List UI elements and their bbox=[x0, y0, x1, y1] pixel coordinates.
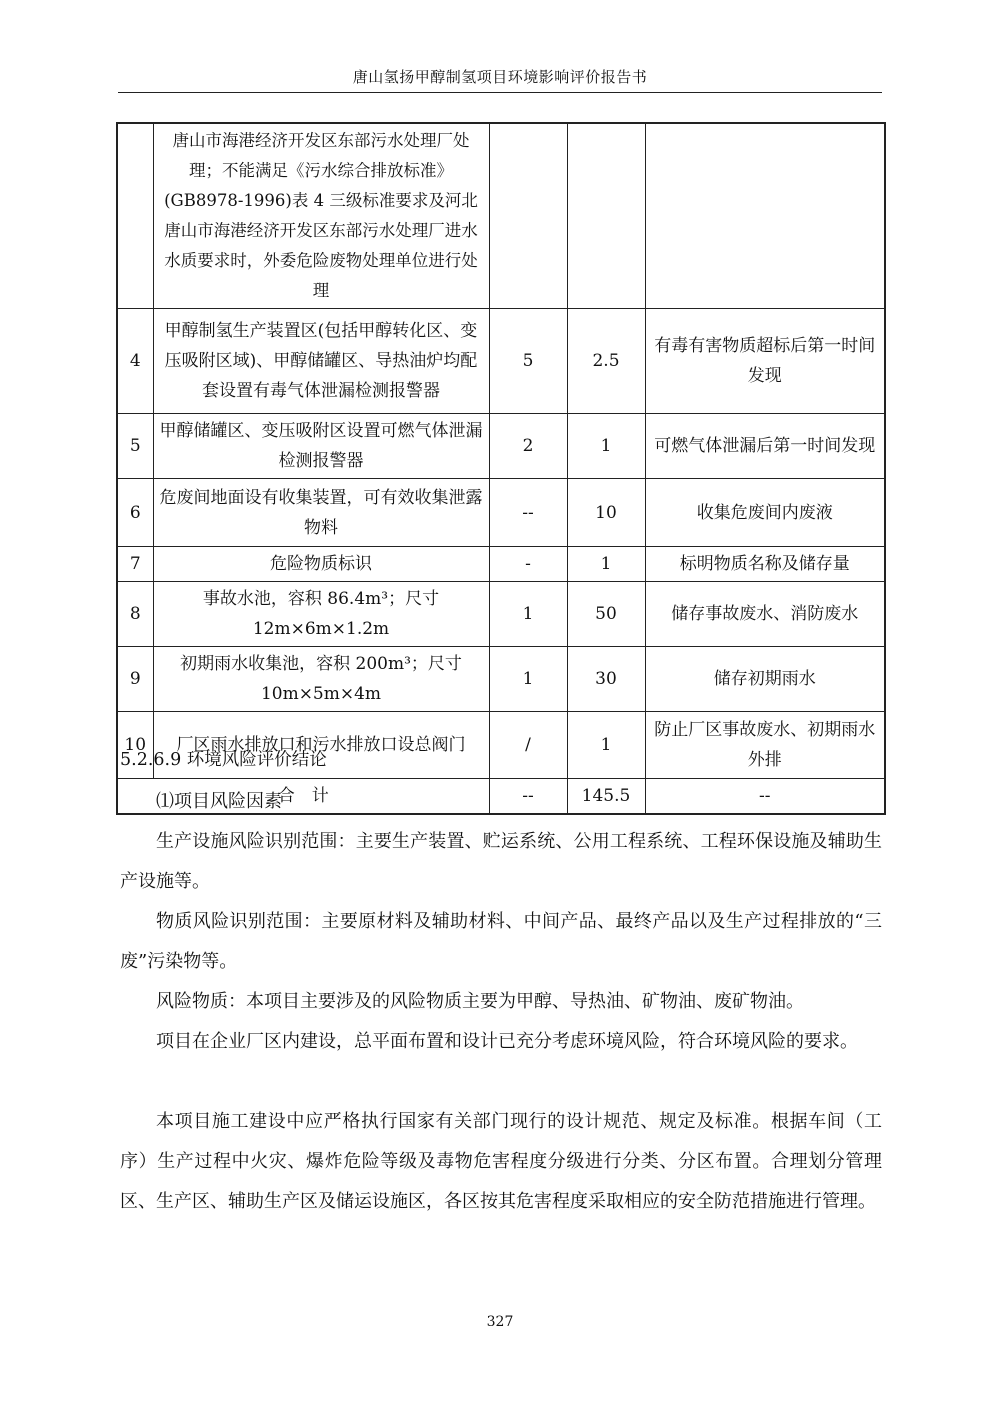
table-row bbox=[117, 123, 885, 309]
cell-amount: 50 bbox=[567, 582, 645, 647]
table-row bbox=[117, 547, 885, 582]
total-label: 合 计 bbox=[117, 779, 489, 815]
cell-no: 7 bbox=[117, 547, 153, 582]
cell-count: 1 bbox=[489, 582, 567, 647]
cell-measure: 唐山市海港经济开发区东部污水处理厂处理；不能满足《污水综合排放标准》(GB8978-1996)表 4 三级标准要求及河北唐山市海港经济开发区东部污水处理厂进水水质要求时，外委危险废物处理单位进行处理 bbox=[153, 123, 489, 309]
cell-effect: 标明物质名称及储存量 bbox=[645, 547, 885, 582]
running-header: 唐山氢扬甲醇制氢项目环境影响评价报告书 bbox=[352, 68, 648, 86]
table-row bbox=[117, 414, 885, 479]
paragraph: 生产设施风险识别范围：主要生产装置、贮运系统、公用工程系统、工程环保设施及辅助生产设施等。 bbox=[120, 831, 882, 892]
total-count: -- bbox=[489, 779, 567, 815]
table-row bbox=[117, 582, 885, 647]
cell-no bbox=[117, 123, 153, 309]
cell-amount: 30 bbox=[567, 647, 645, 712]
cell-amount bbox=[567, 123, 645, 309]
paragraph: 物质风险识别范围：主要原材料及辅助材料、中间产品、最终产品以及生产过程排放的“三废”污染物等。 bbox=[120, 911, 882, 972]
page-number: 327 bbox=[486, 1314, 514, 1330]
section-heading: 5.2.6.9 环境风险评价结论 bbox=[120, 750, 327, 770]
paragraph: 本项目施工建设中应严格执行国家有关部门现行的设计规范、规定及标准。根据车间（工序）生产过程中火灾、爆炸危险等级及毒物危害程度分级进行分类、分区布置。合理划分管理区、生产区、辅助生产区及储运设施区，各区按其危害程度采取相应的安全防范措施进行管理。 bbox=[120, 1111, 882, 1212]
paragraph: 项目在企业厂区内建设，总平面布置和设计已充分考虑环境风险，符合环境风险的要求。 bbox=[156, 1031, 858, 1052]
paragraph: 风险物质：本项目主要涉及的风险物质主要为甲醇、导热油、矿物油、废矿物油。 bbox=[156, 991, 804, 1012]
cell-no: 8 bbox=[117, 582, 153, 647]
cell-amount: 2.5 bbox=[567, 309, 645, 414]
cell-measure: 初期雨水收集池，容积 200m³；尺寸 10m×5m×4m bbox=[153, 647, 489, 712]
cell-count: / bbox=[489, 712, 567, 779]
cell-measure: 事故水池，容积 86.4m³；尺寸 12m×6m×1.2m bbox=[153, 582, 489, 647]
cell-amount: 1 bbox=[567, 547, 645, 582]
cell-count: 1 bbox=[489, 647, 567, 712]
cell-measure: 甲醇储罐区、变压吸附区设置可燃气体泄漏检测报警器 bbox=[153, 414, 489, 479]
header-divider bbox=[118, 92, 882, 93]
cell-measure: 危废间地面设有收集装置，可有效收集泄露物料 bbox=[153, 479, 489, 547]
cell-no: 4 bbox=[117, 309, 153, 414]
cell-measure: 厂区雨水排放口和污水排放口设总阀门 bbox=[153, 712, 489, 779]
cell-no: 9 bbox=[117, 647, 153, 712]
table-row bbox=[117, 309, 885, 414]
cell-count: 5 bbox=[489, 309, 567, 414]
cell-count: -- bbox=[489, 479, 567, 547]
table-row bbox=[117, 479, 885, 547]
cell-count: - bbox=[489, 547, 567, 582]
cell-amount: 1 bbox=[567, 712, 645, 779]
cell-amount: 1 bbox=[567, 414, 645, 479]
cell-amount: 10 bbox=[567, 479, 645, 547]
cell-effect: 储存初期雨水 bbox=[645, 647, 885, 712]
total-amount: 145.5 bbox=[567, 779, 645, 815]
cell-effect: 防止厂区事故废水、初期雨水外排 bbox=[645, 712, 885, 779]
table-row bbox=[117, 647, 885, 712]
cell-measure: 危险物质标识 bbox=[153, 547, 489, 582]
cell-no: 10 bbox=[117, 712, 153, 779]
cell-effect: 储存事故废水、消防废水 bbox=[645, 582, 885, 647]
cell-effect: 收集危废间内废液 bbox=[645, 479, 885, 547]
cell-effect: 有毒有害物质超标后第一时间发现 bbox=[645, 309, 885, 414]
cell-count: 2 bbox=[489, 414, 567, 479]
total-effect: -- bbox=[645, 779, 885, 815]
cell-effect: 可燃气体泄漏后第一时间发现 bbox=[645, 414, 885, 479]
cell-no: 6 bbox=[117, 479, 153, 547]
cell-effect bbox=[645, 123, 885, 309]
subheading: ⑴项目风险因素 bbox=[156, 791, 282, 812]
cell-measure: 甲醇制氢生产装置区(包括甲醇转化区、变压吸附区域)、甲醇储罐区、导热油炉均配套设置有毒气体泄漏检测报警器 bbox=[153, 309, 489, 414]
cell-count bbox=[489, 123, 567, 309]
cell-no: 5 bbox=[117, 414, 153, 479]
risk-measures-table bbox=[116, 122, 886, 815]
